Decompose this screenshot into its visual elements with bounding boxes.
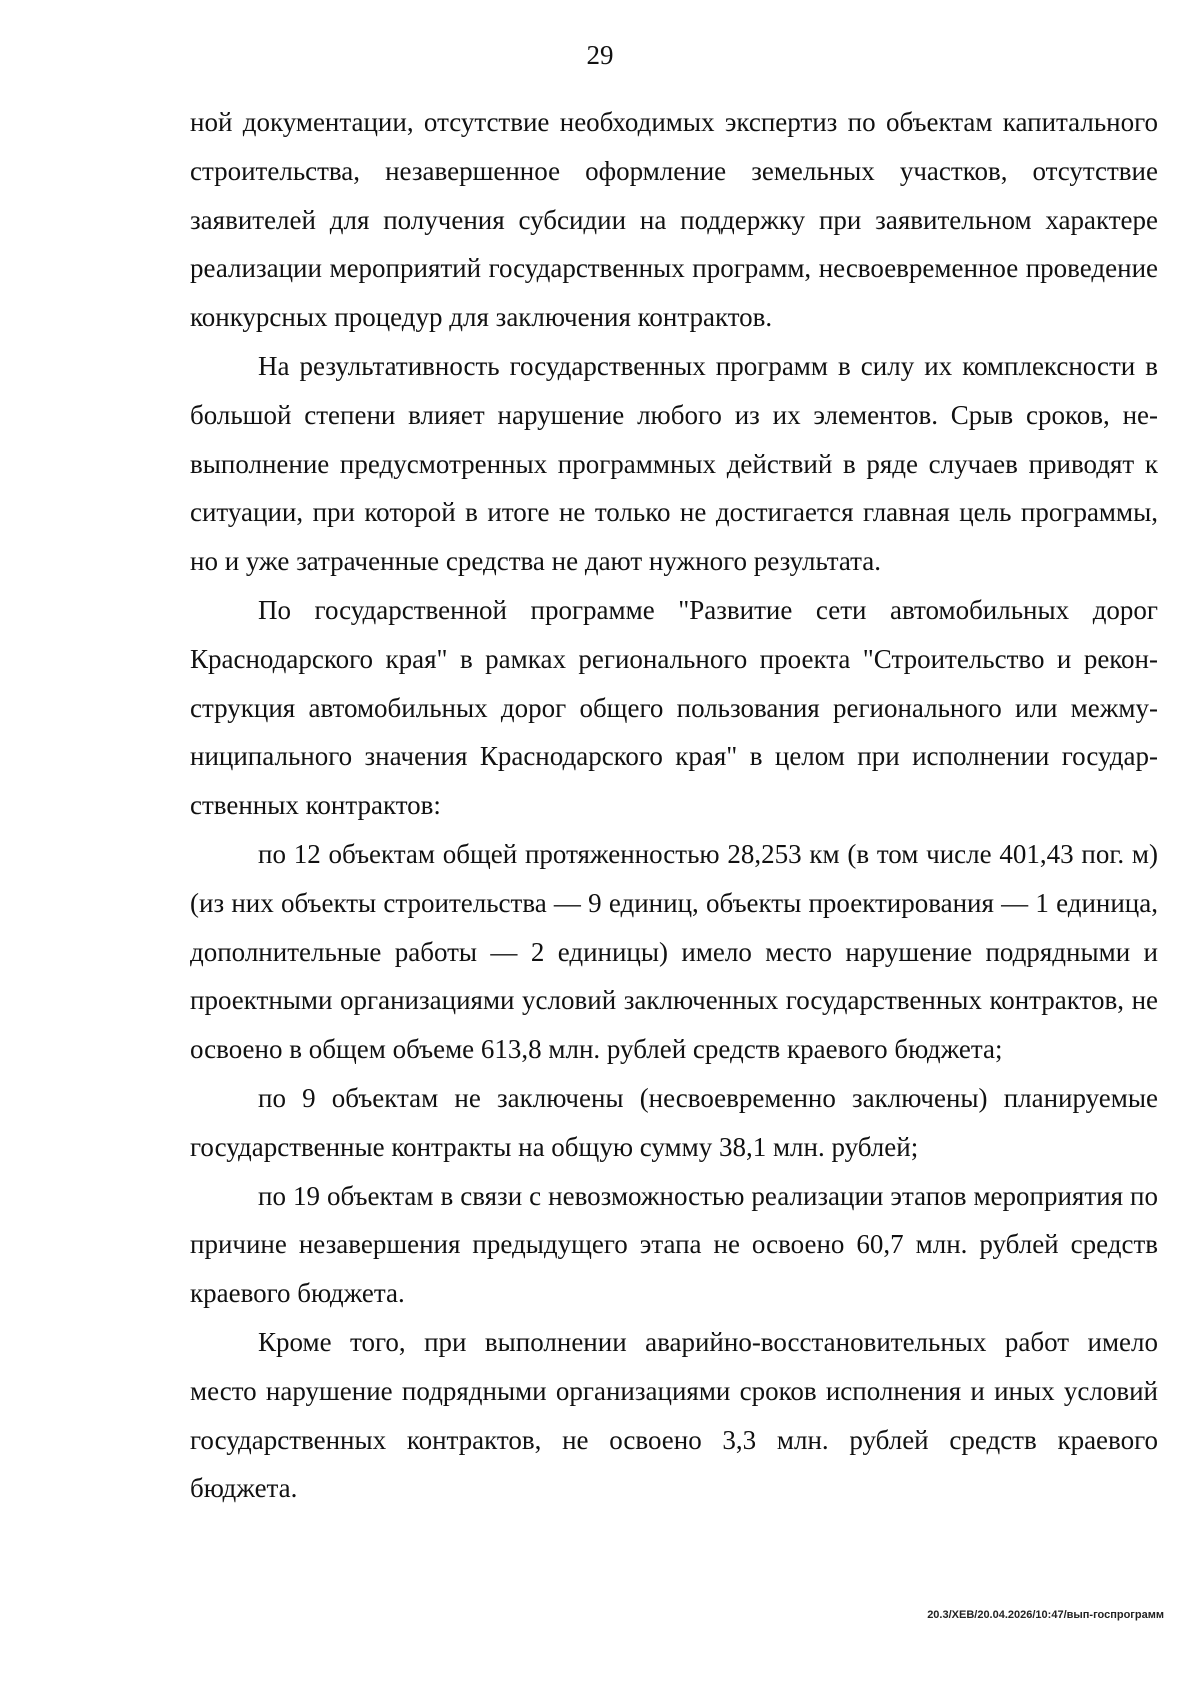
paragraph-effectiveness: На результативность государственных программ в силу их комплексности в большой степени влияет нарушение любого из их элементов. Срыв сроков, невыполнение предусмотренных программных действий в ряде случаев приводят к ситуации, при которой в итоге не только не достигается главная цель программы, но и уже затраченные средства не дают нужного результата. (190, 350, 1158, 577)
paragraph-12-objects: по 12 объектам общей протяженностью 28,253 км (в том числе 401,43 пог. м) (из них объекты строительства — 9 единиц, объекты проектирования — 1 единица, дополнительные работы — 2 единицы) имело место нарушение подрядными и проектными организациями условий заключенных государственных контрактов, не освоено в общем объеме 613,8 млн. рублей средств краевого бюджета; (190, 838, 1158, 1065)
document-body (190, 98, 1158, 1513)
paragraph-road-program: По государственной программе "Развитие сети автомобильных дорог Краснодарского края" в рамках регионального проекта "Строительство и реконструкция автомобильных дорог общего пользования регионального или межмуниципального значения Краснодарского края" в целом при исполнении государственных контрактов: (190, 594, 1158, 821)
page-number: 29 (586, 40, 614, 70)
paragraph-19-objects: по 19 объектам в связи с невозможностью реализации этапов мероприятия по причине незавершения предыдущего этапа не освоено 60,7 млн. рублей средств краевого бюджета. (190, 1180, 1158, 1309)
paragraph-9-objects: по 9 объектам не заключены (несвоевременно заключены) планируемые государственные контракты на общую сумму 38,1 млн. рублей; (190, 1082, 1158, 1162)
document-footer-code: 20.3/ХЕВ/20.04.2026/10:47/вып-госпрограмм (927, 1609, 1164, 1621)
paragraph-continuation: ной документации, отсутствие необходимых экспертиз по объектам капитального строительства, незавершенное оформление земельных участков, отсутствие заявителей для получения субсидии на поддержку при заявительном характере реализации мероприятий государственных программ, несвоевременное проведение конкурсных процедур для заключения контрактов. (190, 107, 1158, 333)
paragraph-emergency-works: Кроме того, при выполнении аварийно-восстановительных работ имело место нарушение подрядными организациями сроков исполнения и иных условий государственных контрактов, не освоено 3,3 млн. рублей средств краевого бюджета. (190, 1326, 1158, 1504)
